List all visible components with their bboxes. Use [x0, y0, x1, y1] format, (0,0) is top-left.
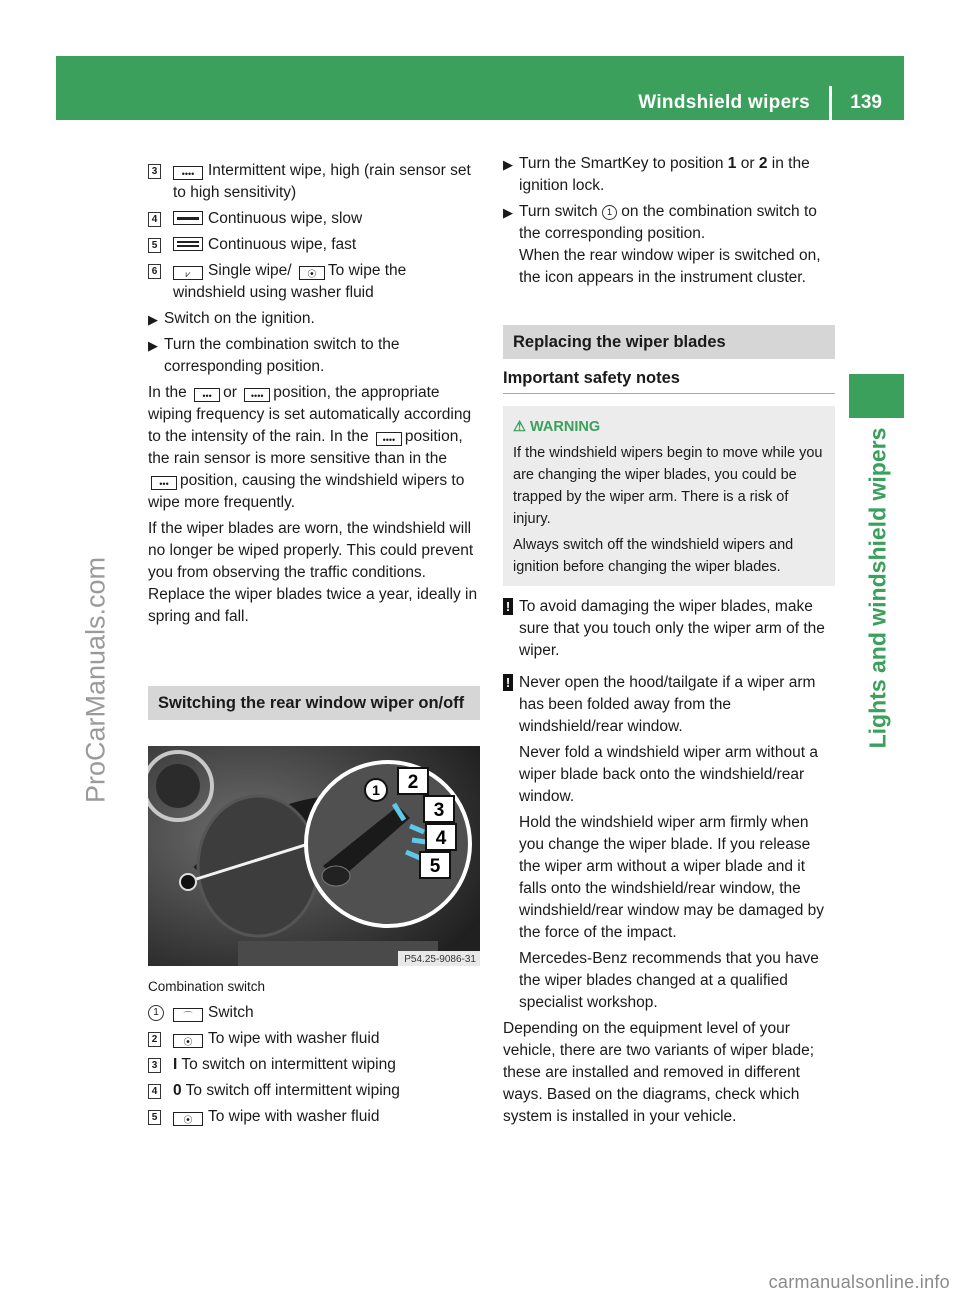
item-text: To wipe the windshield using washer fluid	[173, 262, 407, 301]
arrow-bullet-icon: ▶	[503, 157, 513, 172]
intermittent-low-icon: •••	[194, 388, 220, 402]
combination-switch-photo	[148, 746, 480, 966]
note: ! To avoid damaging the wiper blades, make sure that you touch only the wiper arm of the wiper.	[503, 596, 835, 662]
instruction-step: ▶ Turn switch 1 on the combination switch to the corresponding position. When the rear window wiper is switched on, the icon appears in the instrument cluster.	[503, 203, 821, 286]
warning-box	[503, 406, 835, 586]
page-title: Windshield wipers	[638, 92, 810, 113]
rear-washer-icon: ⦿	[173, 1034, 203, 1048]
list-item	[148, 208, 480, 230]
paragraph: In the ••• or •••• position, the appropriate wiping frequency is set automatically according to the intensity of the rain. In the •••• position, the rain sensor is more sensitive than in the ••• position, causing the windshield wipers to wipe more frequently.	[148, 384, 472, 511]
item-number: 5	[148, 1110, 161, 1125]
arrow-bullet-icon: ▶	[503, 205, 513, 220]
list-item	[148, 260, 480, 304]
photo-illustration	[148, 746, 480, 966]
item-text: Continuous wipe, slow	[208, 210, 363, 227]
photo-caption: Combination switch	[148, 979, 266, 994]
item-number: 1	[602, 205, 617, 220]
section-heading: Replacing the wiper blades	[503, 325, 835, 359]
item-number: 6	[148, 264, 161, 279]
right-column	[503, 153, 835, 1132]
legend-item: 5 ⦿ To wipe with washer fluid	[148, 1106, 480, 1128]
instruction-step	[148, 308, 480, 330]
legend-item: 2 ⦿ To wipe with washer fluid	[148, 1028, 480, 1050]
item-text: Intermittent wipe, high (rain sensor set to high sensitivity)	[173, 162, 471, 201]
paragraph: If the wiper blades are worn, the windshield will no longer be wiped properly. This could prevent you from observing the traffic conditions. Replace the wiper blades twice a year, ideally in spring and fall.	[148, 520, 478, 625]
legend-item: 4 0 To switch off intermittent wiping	[148, 1080, 480, 1102]
list-item	[148, 234, 480, 256]
intermittent-high-icon: ••••	[244, 388, 270, 402]
steering-hub	[198, 796, 318, 936]
callout-label: 3	[433, 800, 445, 821]
arrow-bullet-icon: ▶	[148, 338, 158, 353]
list-item	[148, 160, 480, 204]
section-heading: Switching the rear window wiper on/off	[148, 686, 480, 720]
item-number: 3	[148, 1058, 161, 1073]
warning-title: ⚠ WARNING	[513, 419, 601, 435]
subsection-heading: Important safety notes	[503, 367, 835, 394]
header-bar	[56, 56, 904, 120]
item-number: 4	[148, 1084, 161, 1099]
warning-text: Always switch off the windshield wipers and ignition before changing the wiper blades.	[513, 537, 794, 575]
instruction-step: ▶ Turn the SmartKey to position 1 or 2 in the ignition lock.	[503, 155, 810, 194]
intermittent-high-icon: ••••	[173, 166, 203, 180]
photo-legend	[148, 976, 480, 1132]
left-column	[148, 160, 480, 632]
step-text: Turn the combination switch to the corresponding position.	[164, 336, 400, 375]
header-divider	[829, 86, 832, 120]
intermittent-low-icon: •••	[151, 476, 177, 490]
rear-washer-icon: ⦿	[173, 1112, 203, 1126]
item-text: Continuous wipe, fast	[208, 236, 357, 253]
warning-text: If the windshield wipers begin to move while you are changing the wiper blades, you could be trapped by the wiper arm. There is a risk of injury.	[513, 445, 823, 527]
notice-icon: !	[503, 598, 513, 615]
intermittent-high-icon: ••••	[376, 432, 402, 446]
callout-label: 5	[429, 856, 441, 877]
step-text: Switch on the ignition.	[164, 310, 315, 327]
callout-label: 1	[372, 782, 380, 798]
legend-item: 1 ⌒ Switch	[148, 1002, 480, 1024]
arrow-bullet-icon: ▶	[148, 312, 158, 327]
warning-triangle-icon: ⚠	[513, 419, 526, 435]
item-text: Single wipe/	[208, 262, 292, 279]
instruction-step	[148, 334, 480, 378]
side-section-label: Lights and windshield wipers	[864, 427, 891, 749]
legend-item: 3 I To switch on intermittent wiping	[148, 1054, 480, 1076]
callout-label: 2	[407, 772, 419, 793]
item-number: 4	[148, 212, 161, 227]
item-number: 3	[148, 164, 161, 179]
callout-label: 4	[435, 828, 447, 849]
continuous-fast-icon	[173, 237, 203, 251]
washer-icon: ⦿	[299, 266, 325, 280]
paragraph: Depending on the equipment level of your vehicle, there are two variants of wiper blade; these are installed and removed in different ways. Based on the diagrams, check which system is installed in your vehicle.	[503, 1020, 815, 1125]
image-code: P54.25-9086-31	[404, 954, 476, 965]
item-number: 1	[148, 1005, 164, 1021]
page-number: 139	[850, 92, 882, 113]
notice-icon: !	[503, 674, 513, 691]
single-wipe-icon: ⩗	[173, 266, 203, 280]
footer-url: carmanualsonline.info	[768, 1272, 950, 1292]
gauge-face	[156, 764, 200, 808]
item-number: 2	[148, 1032, 161, 1047]
note: ! Never open the hood/tailgate if a wiper arm has been folded away from the windshield/rear window. Never fold a windshield wiper arm without a wiper blade back onto the windshield/rear window. Hold the windshield wiper arm firmly when you change the wiper blade. If you release the wiper arm without a wiper blade and it falls onto the windshield/rear window, the windshield/rear window may be damaged by the force of the impact. Mercedes-Benz recommends that you have the wiper blades changed at a qualified specialist workshop.	[503, 672, 835, 1014]
continuous-slow-icon	[173, 211, 203, 225]
item-number: 5	[148, 238, 161, 253]
watermark: ProCarManuals.com	[80, 556, 111, 804]
side-tab	[849, 374, 904, 418]
rear-wiper-icon: ⌒	[173, 1008, 203, 1022]
